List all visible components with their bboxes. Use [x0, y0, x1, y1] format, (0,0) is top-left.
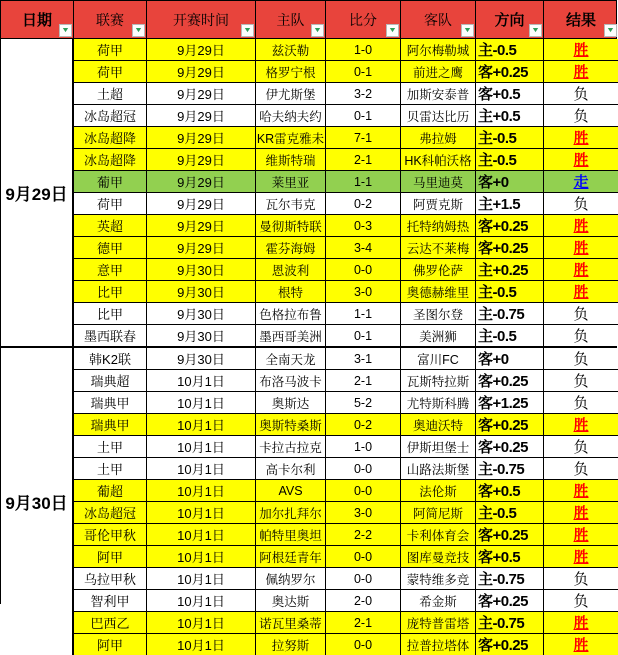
match-row [74, 546, 618, 568]
header-label: 开赛时间 [173, 11, 229, 28]
league-cell: 土超 [74, 83, 147, 104]
home-team-cell: 加尔扎拜尔 [256, 502, 326, 523]
match-row [74, 392, 618, 414]
result-cell: 胜 [573, 218, 589, 235]
score-cell: 1-1 [326, 303, 401, 324]
score-cell: 0-0 [326, 458, 401, 479]
away-team-cell: 拉普拉塔体 [401, 634, 476, 655]
direction-cell: 主-0.75 [476, 458, 544, 479]
filter-dropdown-button[interactable] [59, 24, 72, 37]
result-cell: 胜 [573, 240, 589, 257]
result-cell: 负 [573, 395, 589, 412]
away-team-cell: 蒙特维多竞 [401, 568, 476, 589]
match-row [74, 171, 618, 193]
league-cell: 墨西联春 [74, 325, 147, 346]
direction-cell: 客+0.25 [476, 237, 544, 258]
result-cell: 负 [573, 593, 589, 610]
home-team-cell: 奥达斯 [256, 590, 326, 611]
home-team-cell: 伊尤斯堡 [256, 83, 326, 104]
score-cell: 0-2 [326, 193, 401, 214]
away-team-cell: 山路法斯堡 [401, 458, 476, 479]
match-row [74, 127, 618, 149]
direction-cell: 客+0.25 [476, 414, 544, 435]
match-row [74, 259, 618, 281]
league-cell: 乌拉甲秋 [74, 568, 147, 589]
away-team-cell: 佛罗伦萨 [401, 259, 476, 280]
kickoff-time-cell: 10月1日 [147, 480, 256, 501]
away-team-cell: 奥迪沃特 [401, 414, 476, 435]
result-cell: 胜 [573, 152, 589, 169]
header-cell-3 [256, 1, 326, 38]
score-cell: 2-1 [326, 612, 401, 633]
score-cell: 1-0 [326, 39, 401, 60]
league-cell: 韩K2联 [74, 348, 147, 369]
match-row [74, 105, 618, 127]
match-row [74, 612, 618, 634]
result-cell: 负 [573, 439, 589, 456]
header-cell-5 [401, 1, 476, 38]
home-team-cell: 哈夫纳夫约 [256, 105, 326, 126]
result-cell: 胜 [573, 64, 589, 81]
header-label: 结果 [565, 12, 596, 29]
league-cell: 荷甲 [74, 193, 147, 214]
home-team-cell: 奥斯达 [256, 392, 326, 413]
home-team-cell: 曼彻斯特联 [256, 215, 326, 236]
date-group [1, 348, 616, 655]
away-team-cell: 阿简尼斯 [401, 502, 476, 523]
away-team-cell: 托特纳姆热 [401, 215, 476, 236]
away-team-cell: 阿尔梅勒城 [401, 39, 476, 60]
result-cell: 胜 [573, 549, 589, 566]
score-cell: 0-0 [326, 259, 401, 280]
home-team-cell: 根特 [256, 281, 326, 302]
league-cell: 阿甲 [74, 546, 147, 567]
league-cell: 德甲 [74, 237, 147, 258]
home-team-cell: 卡拉古拉克 [256, 436, 326, 457]
filter-dropdown-button[interactable] [241, 24, 254, 37]
chevron-down-icon: ▼ [60, 27, 71, 34]
away-team-cell: 前进之鹰 [401, 61, 476, 82]
date-cell [1, 39, 74, 346]
result-cell: 胜 [573, 505, 589, 522]
kickoff-time-cell: 10月1日 [147, 414, 256, 435]
kickoff-time-cell: 9月30日 [147, 348, 256, 369]
score-cell: 2-2 [326, 524, 401, 545]
score-cell: 5-2 [326, 392, 401, 413]
league-cell: 冰岛超冠 [74, 502, 147, 523]
chevron-down-icon: ▼ [242, 27, 253, 34]
score-cell: 0-1 [326, 61, 401, 82]
direction-cell: 客+0.25 [476, 634, 544, 655]
kickoff-time-cell: 9月29日 [147, 83, 256, 104]
away-team-cell: 奥德赫维里 [401, 281, 476, 302]
direction-cell: 主-0.75 [476, 303, 544, 324]
kickoff-time-cell: 9月30日 [147, 303, 256, 324]
score-cell: 0-2 [326, 414, 401, 435]
league-cell: 葡甲 [74, 171, 147, 192]
filter-dropdown-button[interactable] [311, 24, 324, 37]
kickoff-time-cell: 10月1日 [147, 546, 256, 567]
score-cell: 0-0 [326, 480, 401, 501]
match-row [74, 370, 618, 392]
direction-cell: 主+1.5 [476, 193, 544, 214]
table-header [1, 1, 616, 39]
match-row [74, 83, 618, 105]
direction-cell: 主-0.5 [476, 281, 544, 302]
league-cell: 智利甲 [74, 590, 147, 611]
kickoff-time-cell: 9月29日 [147, 61, 256, 82]
kickoff-time-cell: 9月29日 [147, 237, 256, 258]
kickoff-time-cell: 10月1日 [147, 370, 256, 391]
result-cell: 负 [573, 328, 589, 345]
kickoff-time-cell: 10月1日 [147, 568, 256, 589]
score-cell: 0-0 [326, 546, 401, 567]
header-label: 主队 [276, 11, 305, 28]
chevron-down-icon: ▼ [133, 27, 144, 34]
chevron-down-icon: ▼ [387, 27, 398, 34]
filter-dropdown-button[interactable] [604, 24, 617, 37]
direction-cell: 主-0.5 [476, 325, 544, 346]
direction-cell: 主-0.5 [476, 39, 544, 60]
result-cell: 负 [573, 373, 589, 390]
direction-cell: 客+0.5 [476, 480, 544, 501]
away-team-cell: 加斯安泰普 [401, 83, 476, 104]
result-cell: 胜 [573, 637, 589, 654]
match-row [74, 480, 618, 502]
score-cell: 0-0 [326, 634, 401, 655]
away-team-cell: 卡利体育会 [401, 524, 476, 545]
group-rows [74, 39, 618, 346]
score-cell: 2-0 [326, 590, 401, 611]
away-team-cell: 尤特斯科腾 [401, 392, 476, 413]
chevron-down-icon: ▼ [312, 27, 323, 34]
match-row [74, 414, 618, 436]
kickoff-time-cell: 10月1日 [147, 634, 256, 655]
league-cell: 比甲 [74, 303, 147, 324]
direction-cell: 主-0.5 [476, 149, 544, 170]
chevron-down-icon: ▼ [530, 27, 541, 34]
kickoff-time-cell: 10月1日 [147, 612, 256, 633]
away-team-cell: 马里迪莫 [401, 171, 476, 192]
score-cell: 0-1 [326, 325, 401, 346]
direction-cell: 客+0.5 [476, 83, 544, 104]
away-team-cell: 庞特普雷塔 [401, 612, 476, 633]
direction-cell: 客+0.25 [476, 436, 544, 457]
result-cell: 胜 [573, 615, 589, 632]
league-cell: 比甲 [74, 281, 147, 302]
away-team-cell: 法伦斯 [401, 480, 476, 501]
kickoff-time-cell: 9月29日 [147, 215, 256, 236]
result-cell: 胜 [573, 417, 589, 434]
kickoff-time-cell: 10月1日 [147, 392, 256, 413]
result-cell: 胜 [573, 527, 589, 544]
home-team-cell: 布洛马波卡 [256, 370, 326, 391]
result-cell: 胜 [573, 262, 589, 279]
home-team-cell: 阿根廷青年 [256, 546, 326, 567]
kickoff-time-cell: 10月1日 [147, 502, 256, 523]
result-cell: 走 [573, 174, 589, 191]
home-team-cell: 高卡尔利 [256, 458, 326, 479]
header-label: 客队 [424, 11, 452, 28]
league-cell: 瑞典超 [74, 370, 147, 391]
home-team-cell: 格罗宁根 [256, 61, 326, 82]
league-cell: 冰岛超冠 [74, 105, 147, 126]
date-label: 9月30日 [5, 494, 68, 513]
kickoff-time-cell: 9月30日 [147, 281, 256, 302]
header-cell-2 [147, 1, 256, 38]
chevron-down-icon: ▼ [462, 27, 473, 34]
kickoff-time-cell: 10月1日 [147, 458, 256, 479]
filter-dropdown-button[interactable] [386, 24, 399, 37]
result-cell: 负 [573, 108, 589, 125]
result-cell: 胜 [573, 284, 589, 301]
score-cell: 7-1 [326, 127, 401, 148]
away-team-cell: 贝雷达比历 [401, 105, 476, 126]
league-cell: 土甲 [74, 458, 147, 479]
kickoff-time-cell: 9月29日 [147, 105, 256, 126]
header-label: 比分 [349, 11, 377, 28]
home-team-cell: 维斯特瑞 [256, 149, 326, 170]
home-team-cell: 佩纳罗尔 [256, 568, 326, 589]
score-cell: 1-1 [326, 171, 401, 192]
home-team-cell: 帕特里奥坦 [256, 524, 326, 545]
date-cell [1, 348, 74, 655]
chevron-down-icon: ▼ [605, 27, 616, 34]
match-row [74, 237, 618, 259]
group-rows [74, 348, 618, 655]
league-cell: 冰岛超降 [74, 149, 147, 170]
direction-cell: 主+0.5 [476, 105, 544, 126]
score-cell: 1-0 [326, 436, 401, 457]
result-cell: 胜 [573, 130, 589, 147]
kickoff-time-cell: 9月30日 [147, 325, 256, 346]
header-cell-6 [476, 1, 544, 38]
match-row [74, 303, 618, 325]
match-row [74, 281, 618, 303]
away-team-cell: 瓦斯特拉斯 [401, 370, 476, 391]
match-row [74, 149, 618, 171]
home-team-cell: 奥斯特桑斯 [256, 414, 326, 435]
home-team-cell: 恩波利 [256, 259, 326, 280]
away-team-cell: 圣图尔登 [401, 303, 476, 324]
direction-cell: 主-0.5 [476, 127, 544, 148]
league-cell: 英超 [74, 215, 147, 236]
direction-cell: 客+0.25 [476, 61, 544, 82]
match-row [74, 524, 618, 546]
league-cell: 阿甲 [74, 634, 147, 655]
away-team-cell: 弗拉姆 [401, 127, 476, 148]
away-team-cell: 伊斯坦堡士 [401, 436, 476, 457]
result-cell: 负 [573, 461, 589, 478]
away-team-cell: 图库曼竞技 [401, 546, 476, 567]
kickoff-time-cell: 9月29日 [147, 127, 256, 148]
direction-cell: 客+0.5 [476, 546, 544, 567]
score-cell: 2-1 [326, 370, 401, 391]
result-cell: 胜 [573, 42, 589, 59]
direction-cell: 主-0.75 [476, 612, 544, 633]
kickoff-time-cell: 10月1日 [147, 436, 256, 457]
kickoff-time-cell: 9月29日 [147, 39, 256, 60]
score-cell: 3-0 [326, 502, 401, 523]
direction-cell: 客+0 [476, 348, 544, 369]
home-team-cell: 莱里亚 [256, 171, 326, 192]
match-row [74, 348, 618, 370]
league-cell: 冰岛超降 [74, 127, 147, 148]
match-row [74, 193, 618, 215]
kickoff-time-cell: 9月29日 [147, 193, 256, 214]
match-row [74, 502, 618, 524]
score-cell: 3-2 [326, 83, 401, 104]
filter-dropdown-button[interactable] [529, 24, 542, 37]
header-cell-0 [1, 1, 74, 38]
filter-dropdown-button[interactable] [132, 24, 145, 37]
date-label: 9月29日 [5, 185, 68, 204]
away-team-cell: 希金斯 [401, 590, 476, 611]
table-body [1, 39, 616, 655]
score-cell: 3-4 [326, 237, 401, 258]
match-row [74, 61, 618, 83]
direction-cell: 主+0.25 [476, 259, 544, 280]
direction-cell: 客+1.25 [476, 392, 544, 413]
header-cell-1 [74, 1, 147, 38]
match-row [74, 590, 618, 612]
filter-dropdown-button[interactable] [461, 24, 474, 37]
date-group [1, 39, 616, 348]
home-team-cell: KR雷克雅未 [256, 127, 326, 148]
match-row [74, 436, 618, 458]
score-cell: 0-0 [326, 568, 401, 589]
header-label: 联赛 [96, 11, 124, 28]
result-cell: 胜 [573, 483, 589, 500]
league-cell: 瑞典甲 [74, 414, 147, 435]
direction-cell: 客+0.25 [476, 524, 544, 545]
result-cell: 负 [573, 571, 589, 588]
header-label: 日期 [21, 12, 52, 29]
direction-cell: 客+0.25 [476, 590, 544, 611]
home-team-cell: 诺瓦里桑蒂 [256, 612, 326, 633]
match-row [74, 215, 618, 237]
league-cell: 土甲 [74, 436, 147, 457]
away-team-cell: 富川FC [401, 348, 476, 369]
result-cell: 负 [573, 86, 589, 103]
home-team-cell: 瓦尔韦克 [256, 193, 326, 214]
league-cell: 荷甲 [74, 39, 147, 60]
home-team-cell: 拉努斯 [256, 634, 326, 655]
score-cell: 3-0 [326, 281, 401, 302]
league-cell: 瑞典甲 [74, 392, 147, 413]
home-team-cell: 兹沃勒 [256, 39, 326, 60]
result-cell: 负 [573, 306, 589, 323]
direction-cell: 主-0.75 [476, 568, 544, 589]
kickoff-time-cell: 10月1日 [147, 524, 256, 545]
direction-cell: 客+0 [476, 171, 544, 192]
match-row [74, 634, 618, 655]
kickoff-time-cell: 9月29日 [147, 171, 256, 192]
score-cell: 3-1 [326, 348, 401, 369]
result-cell: 负 [573, 196, 589, 213]
match-row [74, 568, 618, 590]
kickoff-time-cell: 9月29日 [147, 149, 256, 170]
match-row [74, 458, 618, 480]
score-cell: 0-1 [326, 105, 401, 126]
header-label: 方向 [494, 12, 525, 29]
kickoff-time-cell: 9月30日 [147, 259, 256, 280]
home-team-cell: 霍芬海姆 [256, 237, 326, 258]
header-cell-7 [544, 1, 618, 38]
away-team-cell: HK科帕沃格 [401, 149, 476, 170]
result-cell: 负 [573, 351, 589, 368]
league-cell: 葡超 [74, 480, 147, 501]
direction-cell: 客+0.25 [476, 215, 544, 236]
match-row [74, 39, 618, 61]
kickoff-time-cell: 10月1日 [147, 590, 256, 611]
league-cell: 荷甲 [74, 61, 147, 82]
away-team-cell: 美洲狮 [401, 325, 476, 346]
away-team-cell: 云达不莱梅 [401, 237, 476, 258]
away-team-cell: 阿贾克斯 [401, 193, 476, 214]
direction-cell: 主-0.5 [476, 502, 544, 523]
score-cell: 2-1 [326, 149, 401, 170]
home-team-cell: 全南天龙 [256, 348, 326, 369]
match-row [74, 325, 618, 346]
score-cell: 0-3 [326, 215, 401, 236]
league-cell: 巴西乙 [74, 612, 147, 633]
home-team-cell: 色格拉布鲁 [256, 303, 326, 324]
direction-cell: 客+0.25 [476, 370, 544, 391]
header-cell-4 [326, 1, 401, 38]
home-team-cell: AVS [256, 480, 326, 501]
league-cell: 意甲 [74, 259, 147, 280]
league-cell: 哥伦甲秋 [74, 524, 147, 545]
home-team-cell: 墨西哥美洲 [256, 325, 326, 346]
